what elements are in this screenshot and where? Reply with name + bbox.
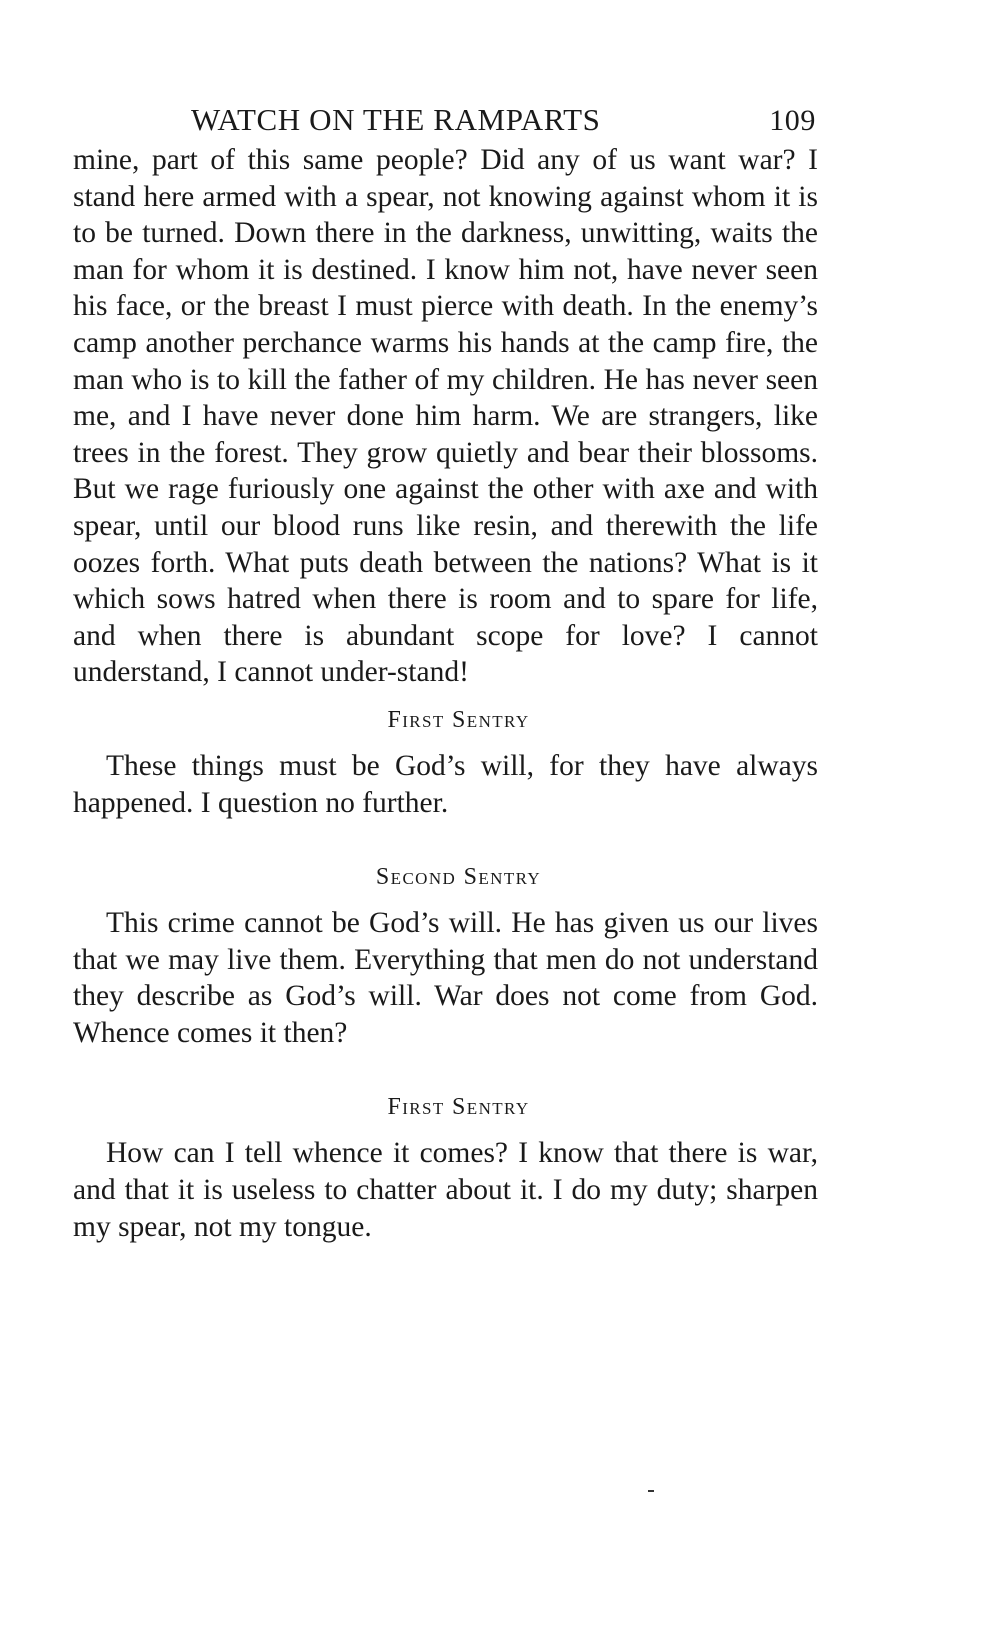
page-number: 109 xyxy=(769,104,816,137)
running-title: WATCH ON THE RAMPARTS xyxy=(191,102,601,137)
stray-ink-mark xyxy=(648,1490,654,1492)
running-header xyxy=(73,96,818,142)
speech-paragraph: How can I tell whence it comes? I know that there is war, and that it is useless to chatter about it. I do my duty; sharpen my spear, not my tongue. xyxy=(73,1137,818,1243)
continued-paragraph: mine, part of this same people? Did any of us want war? I stand here armed with a spear, not knowing against whom it is to be turned. Down there in the darkness, unwitting, waits the man for whom it is destined. I know him not, have never seen his face, or the breast I must pierce with death. In the enemy’s camp another perchance warms his hands at the camp fire, the man who is to kill the father of my children. He has never seen me, and I have never done him harm. We are strangers, like trees in the forest. They grow quietly and bear their blossoms. But we rage furiously one against the other with axe and with spear, until our blood runs like resin, and therewith the life oozes forth. What puts death between the nations? What is it which sows hatred when there is room and to spare for life, and when there is abundant scope for love? I cannot understand, I cannot under-stand! xyxy=(73,144,818,689)
speaker-heading: Second Sentry xyxy=(375,864,542,891)
book-page xyxy=(73,96,818,1245)
speech-paragraph: This crime cannot be God’s will. He has given us our lives that we may live them. Everything that men do not understand they describe as God’s will. War does not come from God. Whence comes it then? xyxy=(73,907,818,1049)
speaker-heading: First Sentry xyxy=(387,706,530,733)
speaker-heading: First Sentry xyxy=(387,1094,530,1121)
speech-paragraph: These things must be God’s will, for they have always happened. I question no further. xyxy=(73,749,818,819)
